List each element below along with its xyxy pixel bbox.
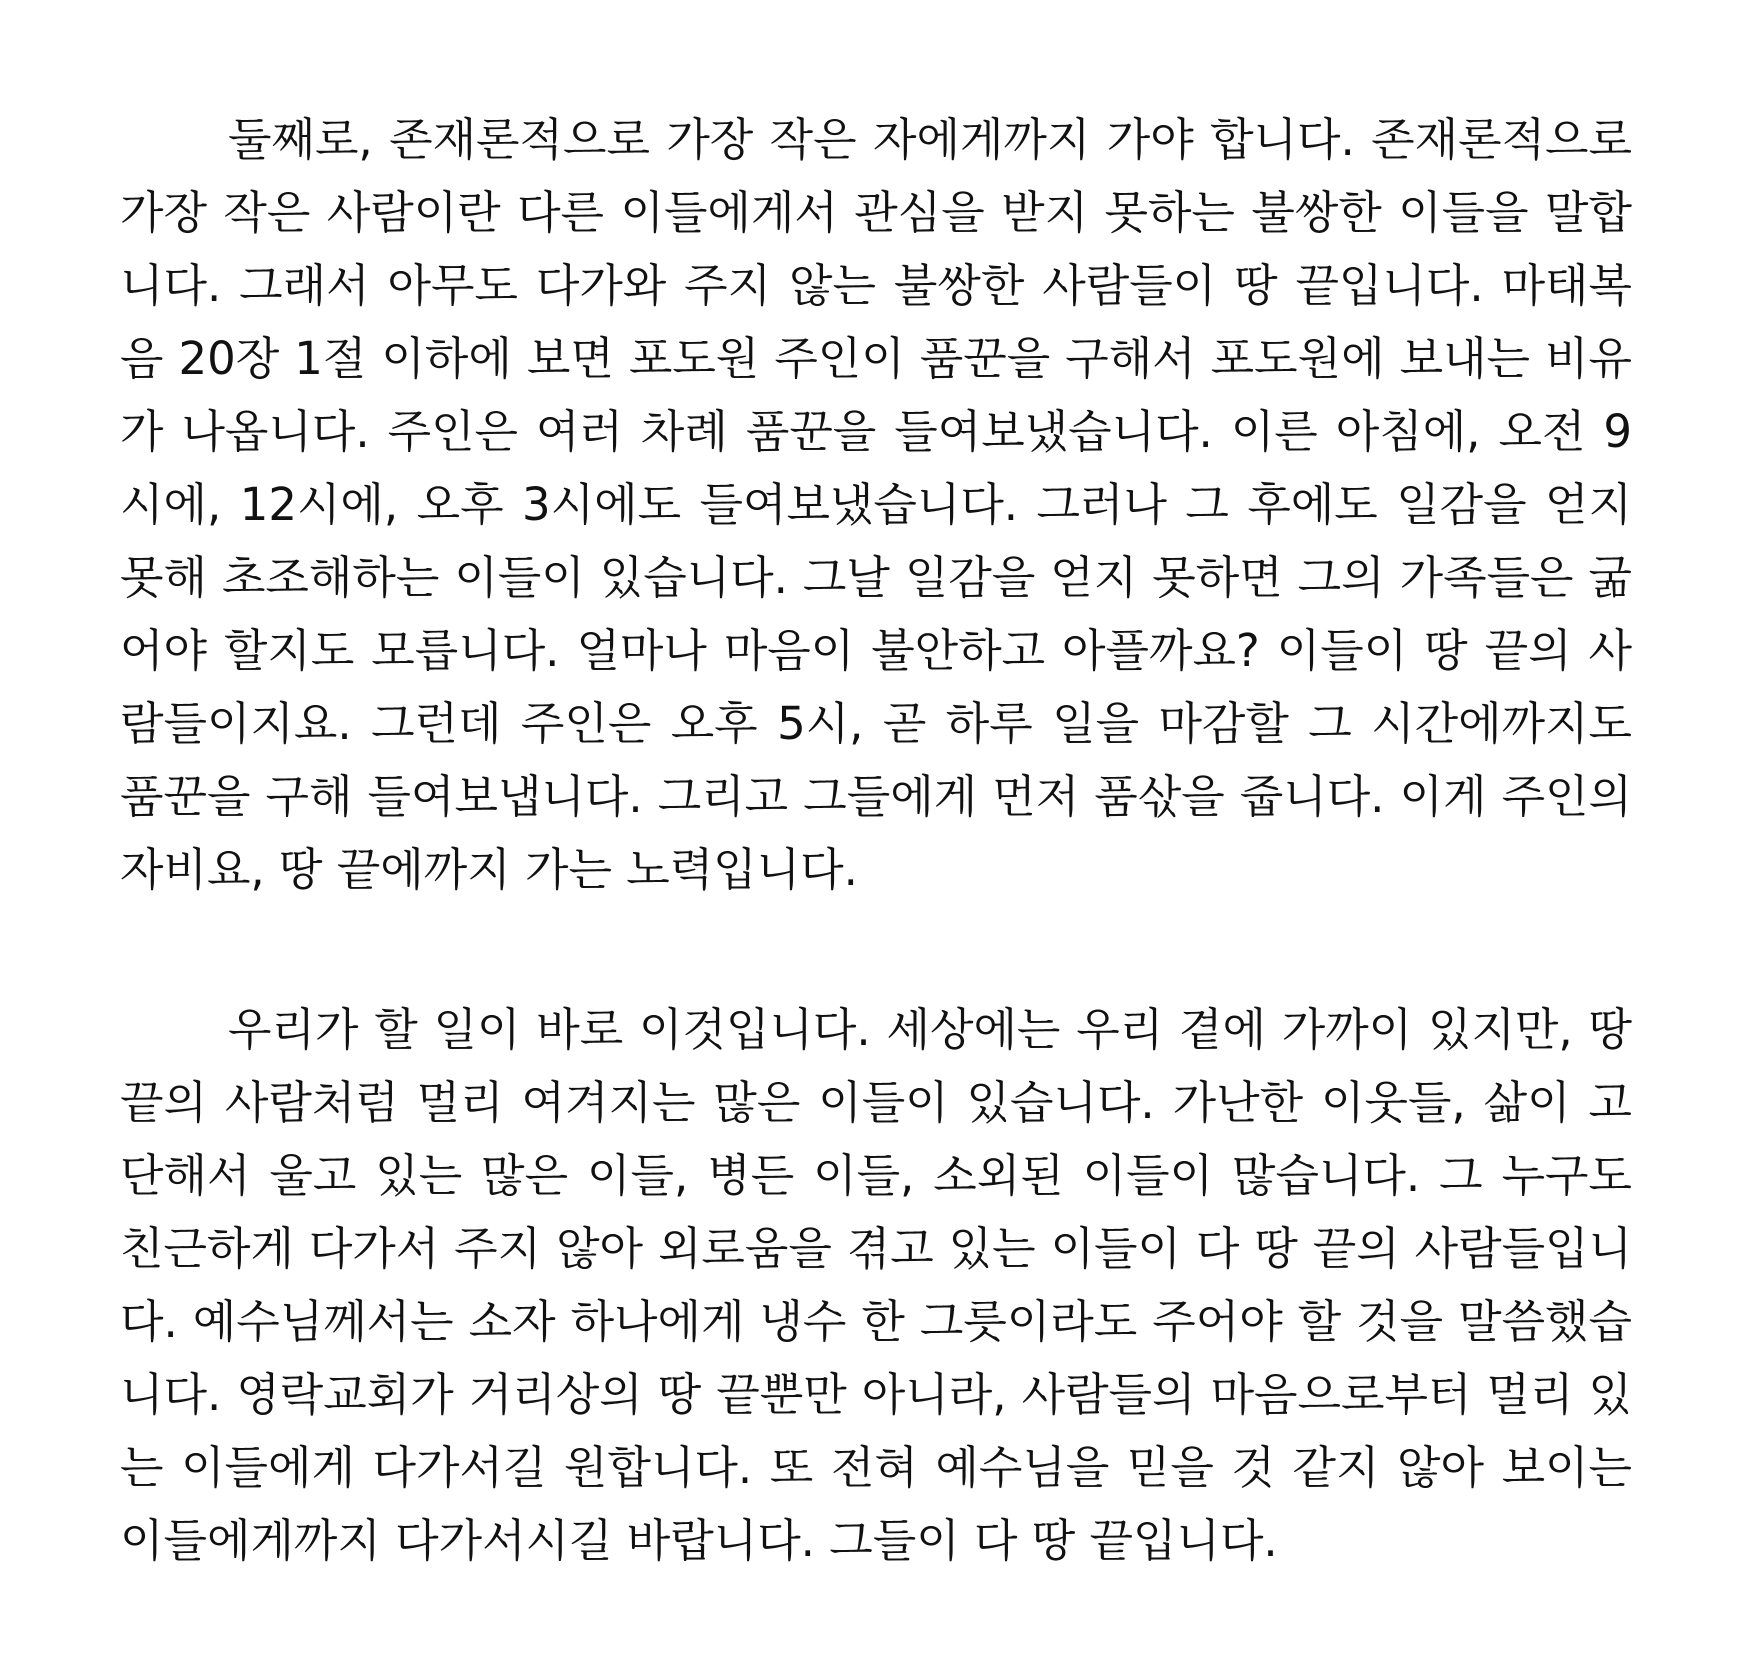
paragraph-line: 품꾼을 구해 들여보냅니다. 그리고 그들에게 먼저 품삯을 줍니다. 이게 주인의: [120, 770, 1632, 823]
paragraph-line: 단해서 울고 있는 많은 이들, 병든 이들, 소외된 이들이 많습니다. 그 누구도: [120, 1149, 1632, 1202]
paragraph-line: 둘째로, 존재론적으로 가장 작은 자에게까지 가야 합니다. 존재론적으로: [228, 113, 1632, 166]
paragraph-line: 이들에게까지 다가서시길 바랍니다. 그들이 다 땅 끝입니다.: [120, 1514, 1278, 1567]
paragraph-line: 음 20장 1절 이하에 보면 포도원 주인이 품꾼을 구해서 포도원에 보내는 비유: [120, 332, 1632, 385]
paragraph-line: 다. 예수님께서는 소자 하나에게 냉수 한 그릇이라도 주어야 할 것을 말씀했습: [120, 1295, 1632, 1348]
paragraph-line: 못해 초조해하는 이들이 있습니다. 그날 일감을 얻지 못하면 그의 가족들은 굶: [120, 551, 1632, 604]
paragraph-line: 자비요, 땅 끝에까지 가는 노력입니다.: [120, 843, 858, 896]
paragraph-line: 시에, 12시에, 오후 3시에도 들여보냈습니다. 그러나 그 후에도 일감을 얻지: [120, 478, 1632, 531]
paragraph-line: 가장 작은 사람이란 다른 이들에게서 관심을 받지 못하는 불쌍한 이들을 말합: [120, 186, 1632, 239]
paragraph-line: 가 나옵니다. 주인은 여러 차례 품꾼을 들여보냈습니다. 이른 아침에, 오전 9: [120, 405, 1632, 458]
paragraph-2: [120, 993, 1632, 1577]
paragraph-line: 니다. 영락교회가 거리상의 땅 끝뿐만 아니라, 사람들의 마음으로부터 멀리 있: [120, 1368, 1632, 1421]
paragraph-line: 니다. 그래서 아무도 다가와 주지 않는 불쌍한 사람들이 땅 끝입니다. 마태복: [120, 259, 1632, 312]
paragraph-line: 우리가 할 일이 바로 이것입니다. 세상에는 우리 곁에 가까이 있지만, 땅: [228, 1003, 1632, 1056]
paragraph-line: 끝의 사람처럼 멀리 여겨지는 많은 이들이 있습니다. 가난한 이웃들, 삶이 고: [120, 1076, 1632, 1129]
paragraph-line: 람들이지요. 그런데 주인은 오후 5시, 곧 하루 일을 마감할 그 시간에까지도: [120, 697, 1632, 750]
paragraph-line: 어야 할지도 모릅니다. 얼마나 마음이 불안하고 아플까요? 이들이 땅 끝의 사: [120, 624, 1632, 677]
paragraph-1: [120, 103, 1632, 906]
paragraph-line: 친근하게 다가서 주지 않아 외로움을 겪고 있는 이들이 다 땅 끝의 사람들입니: [120, 1222, 1632, 1275]
paragraph-line: 는 이들에게 다가서길 원합니다. 또 전혀 예수님을 믿을 것 같지 않아 보이는: [120, 1441, 1632, 1494]
